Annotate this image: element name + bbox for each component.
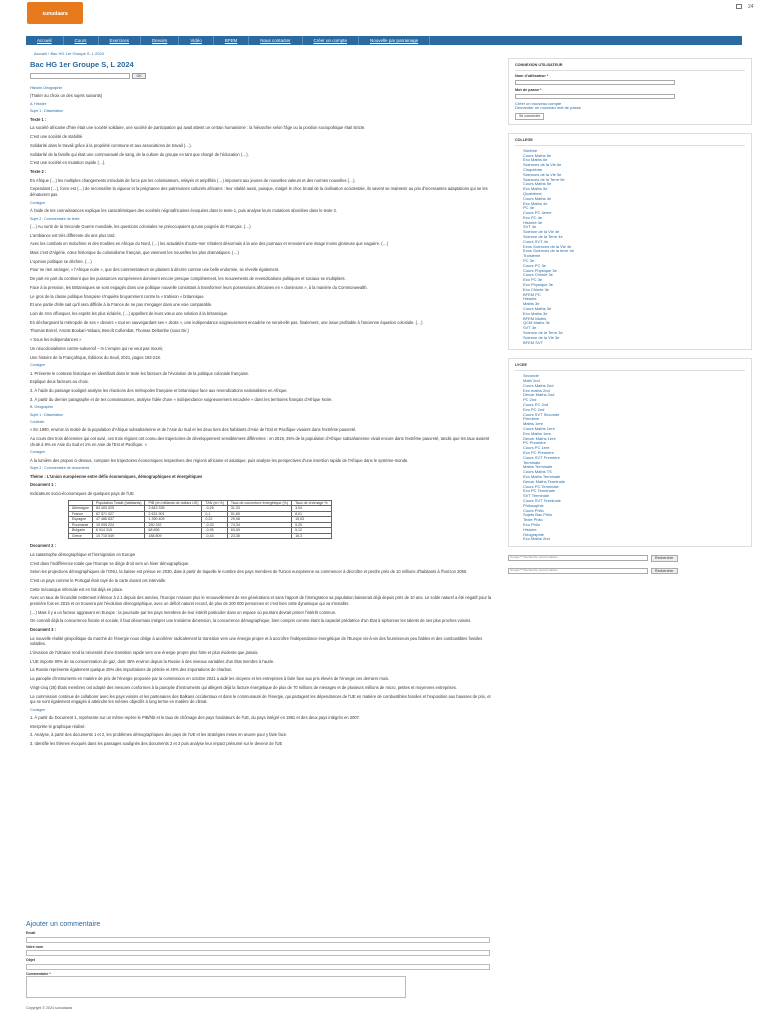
- subject-field[interactable]: [26, 964, 490, 970]
- paragraph: La commission continue de collaborer avec les pays voisins et les partenaires des Balkans occidentaux et dans le communauté de l'énergie, qui partagent les dépendances de l'UE en matière de combustibles fossiles et l'exposition aux hausses de prix, et qui se sont également engagés à atteindre les mêmes objectifs à long terme en matière de climat.: [30, 693, 491, 705]
- paragraph: L'ambiance est très différente dix ans plus tard.: [30, 232, 116, 238]
- menu-item[interactable]: Cours PC 2nd: [523, 402, 549, 407]
- table-cell: France: [69, 511, 93, 516]
- table-cell: PIB (en milliards de dollars US): [145, 500, 202, 505]
- menu-item[interactable]: Exo PC 3e: [523, 277, 543, 283]
- paragraph: L'UE importe 90% de sa consommation de gaz, dont 45% environ depuis la Russie à des niveaux variables d'un État membre à l'autre.: [30, 658, 275, 664]
- menu-item[interactable]: Cours PC 4eme: [523, 210, 552, 216]
- menu-item[interactable]: Maths Terminale: [523, 464, 553, 470]
- nav-item[interactable]: BFEM: [214, 36, 250, 45]
- password-label: Mot de passe *: [515, 87, 542, 92]
- menu-item[interactable]: PC 2nd: [523, 397, 537, 403]
- menu-item[interactable]: Exo PC Première: [523, 449, 554, 455]
- menu-item[interactable]: Cours Maths 3e: [523, 306, 552, 312]
- password-input[interactable]: [515, 94, 675, 99]
- comment-title: Ajouter un commentaire: [26, 921, 101, 928]
- comment-textarea[interactable]: [26, 976, 406, 998]
- paragraph: (…) Au sortir de la Seconde Guerre mondiale, les questions coloniales ne préoccupaient qu'une poignée de Français. (…): [30, 223, 251, 229]
- paragraph: Histoire-Géographie: [30, 86, 63, 90]
- table-cell: -0,43: [202, 533, 228, 538]
- menu-item[interactable]: Cours SVT Seconde: [523, 411, 560, 417]
- paragraph: Consigne: [30, 363, 46, 368]
- table-cell: 0,22: [202, 517, 228, 522]
- comment-form: [26, 920, 490, 998]
- name-label: Votre nom: [26, 944, 44, 949]
- menu-item[interactable]: Exo PC Terminale: [523, 488, 555, 494]
- paragraph: Un néocolonialisme contre-subversif – In L'empire qui ne veut pas mourir,: [30, 345, 164, 351]
- paragraph: Interprète le graphique réalisé.: [30, 723, 86, 729]
- menu-item[interactable]: PC Première: [523, 440, 546, 446]
- menu-item[interactable]: Géographie: [523, 531, 544, 537]
- menu-item[interactable]: Cours Maths 6e: [523, 152, 552, 158]
- paragraph: Sujet 2 : Commentaire de texte: [30, 216, 80, 221]
- header: [0, 0, 768, 36]
- lycee-list: [515, 374, 745, 542]
- menu-item[interactable]: QCM Maths 3e: [523, 320, 550, 326]
- paragraph: Vingt-cinq (25) États membres ont adopté des mesures conformes à la panoplie d'instruments qui allègent déjà la facture énergétique de plus de 70 millions de ménages et de plusieurs millions de micro, petites et moyennes entreprises.: [30, 684, 457, 690]
- paragraph: 2. Analyse, à partir des documents 1 et 2, les problèmes démographiques des pays de l'UE et les stratégies mises en œuvre pour y faire face.: [30, 732, 288, 738]
- menu-item[interactable]: Exo Maths 6e: [523, 157, 548, 163]
- menu-item[interactable]: Exos Sciences de la terre 4e: [523, 248, 574, 254]
- paragraph: (…) Mais il y a un facteur aggravant en Europe : la poursuite par les pays membres de leur intérêt particulier dans un espace où pourtant devrait primer l'intérêt commun.: [30, 609, 337, 615]
- reset-password-link[interactable]: Demander un nouveau mot de passe: [515, 105, 581, 111]
- logo-subtitle: le site de l'éducation: [41, 20, 69, 24]
- paragraph: C'est un pays comme le Portugal était rayé de la carte durant cet intervalle.: [30, 578, 167, 584]
- menu-item[interactable]: Science de la Terre 4e: [523, 234, 563, 240]
- header-count: 24: [748, 4, 754, 10]
- college-menu: [508, 133, 752, 350]
- table-cell: 188 809: [145, 533, 202, 538]
- menu-item[interactable]: Exo Maths 2nd: [523, 536, 550, 542]
- paragraph: Sujet 1 : Dissertation: [30, 109, 64, 114]
- menu-item[interactable]: Cours SVT Terminale: [523, 497, 561, 503]
- menu-item[interactable]: BFEM Maths: [523, 315, 547, 321]
- google-search-input[interactable]: Google™ Recherche personnalisée: [508, 555, 648, 561]
- menu-item[interactable]: Cours Maths 1ere: [523, 425, 555, 431]
- paragraph: Solidarité dans le travail grâce à la propriété commune et aux associations de travail (…).: [30, 142, 192, 148]
- name-field[interactable]: [26, 950, 490, 956]
- subject-label: Objet: [26, 958, 35, 963]
- paragraph: Contexte: [30, 420, 45, 425]
- paragraph: La Russie représente également quelque 25% des importations de pétrole et 45% des importations de charbon.: [30, 667, 233, 673]
- menu-item[interactable]: Exo maths 2nd: [523, 387, 550, 393]
- menu-item[interactable]: BFEM PC: [523, 291, 541, 297]
- menu-item[interactable]: Cours PC Terminale: [523, 483, 559, 489]
- paragraph: Indicateurs socio-économiques de quelques pays de l'UE: [30, 491, 134, 497]
- menu-item[interactable]: Exo PC 4e: [523, 214, 543, 220]
- menu-item[interactable]: Sixième: [523, 147, 538, 153]
- article-body: [30, 86, 494, 750]
- menu-item[interactable]: Histoire: [523, 526, 537, 532]
- menu-item[interactable]: Cours SVT Première: [523, 454, 560, 460]
- paragraph: Au cours des trois décennies qui ont suivi, ces trois régions ont connu des trajectoires de développement sensiblement différentes : en 2019, 35% de la population d'Afrique subsaharienne vivait encore dans l'extrême pauvreté, tandis que les taux avaient chuté à 9% en Asie du Sud et 1% en Asie de l'Est et Pacifique. »: [30, 436, 490, 447]
- paragraph: Sujet 2 : Commentaire de documents: [30, 466, 90, 471]
- menu-item[interactable]: Cours Maths 4e: [523, 195, 552, 201]
- paragraph: La société africaine d'hier était une société solidaire, une société de participation qui avait atteint un certain humanisme : la hiérarchie selon l'âge ou la position sociopolitique était stricte.: [30, 125, 366, 131]
- menu-item[interactable]: Exos Sciences de la Vie 4e: [523, 243, 572, 249]
- paragraph: Document 1 :: [30, 482, 56, 488]
- login-links: [515, 102, 745, 112]
- paragraph: La nouvelle réalité géopolitique du marché de l'énergie nous oblige à accélérer radicalement la transition vers une énergie propre et à accroître l'indépendance énergétique de l'Europe vis-à-vis des fournisseurs peu fiables et des combustibles fossiles volatiles.: [30, 635, 483, 647]
- table-cell: Taux de couverture énergétique (%): [227, 500, 291, 505]
- nav-item[interactable]: Devoirs: [141, 36, 179, 45]
- table-cell: 47 486 837: [92, 517, 144, 522]
- paragraph: L'invasion de l'Ukraine rend la nécessité d'une transition rapide vers une énergie propre plus forte et plus évidente que jamais.: [30, 649, 259, 655]
- page-title: Bac HG 1er Groupe S, L 2024: [30, 60, 134, 69]
- main-content: [26, 58, 496, 998]
- menu-item[interactable]: Cours Physique 3e: [523, 267, 557, 273]
- table-cell: 68 895: [145, 528, 202, 533]
- table-cell: 16,3: [292, 533, 332, 538]
- table-cell: -0,33: [202, 522, 228, 527]
- table-cell: Roumanie: [69, 522, 93, 527]
- table-cell: 67 571 027: [92, 511, 144, 516]
- menu-item[interactable]: Sciences de la Vie 5e: [523, 171, 562, 177]
- table-cell: 0,1: [202, 511, 228, 516]
- table-cell: Grèce: [69, 533, 93, 538]
- table-cell: TAN (en %): [202, 500, 228, 505]
- email-label: Email: [26, 931, 36, 936]
- google-search: [508, 555, 752, 562]
- table-cell: 29,08: [227, 517, 291, 522]
- table-cell: 1 390 409: [145, 517, 202, 522]
- indicators-table: [68, 500, 332, 539]
- table-cell: 23,35: [227, 533, 291, 538]
- table-cell: 6 914 315: [92, 528, 144, 533]
- menu-item[interactable]: SVT 3e: [523, 325, 537, 331]
- menu-item[interactable]: Devoir Maths 1ere: [523, 435, 556, 441]
- nav-item[interactable]: Accueil: [26, 36, 64, 45]
- nav-item[interactable]: Créer un compte: [303, 36, 360, 45]
- paragraph: On connaît déjà la concurrence fiscale et sociale, il faut désormais intégrer une troisième dimension, la concurrence démographique, bien compris comme étant la capacité prédatrice d'un État à siphonner les talents de ses plus proches voisins.: [30, 618, 472, 624]
- footer: Copyright © 2024 sunudaara: [26, 1006, 73, 1010]
- menu-item[interactable]: Exo Maths 1ere: [523, 430, 552, 436]
- menu-item[interactable]: Exo Chimie 3e: [523, 286, 550, 292]
- table-cell: Espagne: [69, 517, 93, 522]
- paragraph: 1. Présente le contexte historique en identifiant dans le texte les facteurs de l'évolution de la politique coloniale française.: [30, 370, 250, 376]
- paragraph: De part en part du continent que les puissances européennes dominent encore presque complètement, les mouvements de revendications politiques et sociaux se multiplient.: [30, 276, 346, 282]
- paragraph: Thomas Borrel, Amzat Boukari-Yabara, Benoît Collombat, Thomas Deltombe (sous Dir.): [30, 328, 189, 334]
- paragraph: L'opinion politique se déchire. (…): [30, 258, 92, 264]
- menu-item[interactable]: Exo Physique 3e: [523, 282, 554, 288]
- table-cell: 19 095 224: [92, 522, 144, 527]
- menu-item[interactable]: Sciences de la Terre 5e: [523, 176, 565, 182]
- table-row: [69, 533, 332, 538]
- paragraph: Document 3 :: [30, 627, 56, 633]
- breadcrumb[interactable]: Accueil ‹ Bac HG 1er Groupe S. L 2024: [34, 51, 104, 56]
- menu-item[interactable]: Cinquième: [523, 166, 543, 172]
- paragraph: Le gros de la classe politique française s'inquiète bruyamment contre la « trahison » britannique.: [30, 293, 205, 299]
- table-cell: 2 631 901: [145, 511, 202, 516]
- main-nav: [26, 36, 742, 45]
- paragraph: Face à la pression, les Britanniques se sont engagés dans une politique nouvelle consistant à transformer leurs possessions africaines en « dominions », à la manière du Commonwealth.: [30, 284, 368, 290]
- college-list: [515, 149, 745, 346]
- sidebar: [508, 58, 752, 580]
- table-cell: Taux de chômage %: [292, 500, 332, 505]
- table-cell: Bulgarie: [69, 528, 93, 533]
- paragraph: Thème : L'Union européenne entre défis économiques, démographiques et énergétiques: [30, 473, 203, 479]
- menu-item[interactable]: Texte Philo: [523, 517, 543, 523]
- table-cell: 3 843 335: [145, 506, 202, 511]
- menu-item[interactable]: Exo PC 2nd: [523, 406, 545, 412]
- menu-item[interactable]: Science de la Terre 3e: [523, 330, 563, 336]
- menu-item[interactable]: Histoire 4e: [523, 219, 543, 225]
- content-search-input[interactable]: [30, 73, 130, 79]
- menu-item[interactable]: Exo Maths 3e: [523, 310, 548, 316]
- table-cell: 15,53: [292, 517, 332, 522]
- paragraph: 2. À l'aide du passage souligné analyse les réactions des métropoles française et britannique face aux revendications nationalistes en Afrique.: [30, 387, 288, 393]
- username-input[interactable]: [515, 80, 675, 85]
- paragraph: (Traiter au choix un des sujets suivants): [30, 93, 103, 99]
- college-heading: COLLEGE: [515, 138, 745, 146]
- table-cell: 74,34: [227, 522, 291, 527]
- menu-item[interactable]: Cours Philo: [523, 507, 544, 513]
- paragraph: En déchargeant la métropole de ses « devoirs » tout en sauvegardant ses « droits », une indépendance soigneusement encadrée ne serait-elle pas, finalement, une issue profitable à l'ancienne équation coloniale. (…): [30, 319, 423, 325]
- paragraph: Consigne: [30, 707, 46, 712]
- table-cell: 5,20: [292, 522, 332, 527]
- menu-item[interactable]: Devoir Maths Terminale: [523, 478, 565, 484]
- paragraph: La panoplie d'instruments en matière de prix de l'énergie proposée par la commission en octobre 2021 a aidé les citoyens et les entreprises à faire face aux prix élevés de l'énergie ces derniers mois.: [30, 676, 390, 682]
- paragraph: Solidarité de la famille qui était une communauté de sang, de la culture du groupe en tant que chargé de l'éducation (…).: [30, 151, 249, 157]
- paragraph: Une histoire de la Françafrique, Éditions du Seuil, 2021, pages 193-218.: [30, 354, 161, 360]
- menu-item[interactable]: Première: [523, 416, 540, 422]
- paragraph: Loin de s'en offusquer, les esprits les plus éclairés, (…) appellent de leurs vœux une solution à la britannique.: [30, 311, 229, 316]
- menu-item[interactable]: Cours Maths TS: [523, 469, 552, 475]
- paragraph: Mais c'est d'Algérie, cœur historique du colonialisme français, que viennent les nouvelles les plus dramatiques. (…): [30, 250, 239, 256]
- menu-item[interactable]: Troisième: [523, 253, 541, 259]
- paragraph: C'est une société de stabilité.: [30, 134, 84, 140]
- google-search-input-2[interactable]: Google™ Recherche personnalisée: [508, 568, 648, 574]
- paragraph: En Afrique (…) les multiples changements introduits de force par les colonisateurs, relayés et amplifiés (…) imposent aux jeunes de nouvelles valeurs et des normes nouvelles (…).: [30, 177, 356, 183]
- table-cell: 83 400 525: [92, 506, 144, 511]
- content-search-button[interactable]: OK: [132, 73, 146, 79]
- google-search-2: [508, 568, 752, 575]
- nav-item[interactable]: Nous contacter: [249, 36, 302, 45]
- table-cell: Population Totale (habitants): [92, 500, 144, 505]
- table-cell: Allemagne: [69, 506, 93, 511]
- menu-item[interactable]: Terminale: [523, 459, 541, 465]
- table-cell: 10 715 549: [92, 533, 144, 538]
- paragraph: Cependant (…), force est (…) de reconnaître la vigueur et la prégnance des patrimoines culturels africains : leur vitalité aussi, puisque, malgré le choc brutal de la civilisation occidentale, ils savent se maintenir au prix d'incessantes adaptations qui ne les dénaturent pas.: [30, 186, 488, 197]
- table-cell: -0,95: [202, 528, 228, 533]
- email-field[interactable]: [26, 937, 490, 943]
- lycee-menu: [508, 358, 752, 547]
- nav-item[interactable]: Vidéo: [179, 36, 213, 45]
- content-search: [30, 73, 146, 79]
- nav-item[interactable]: Cours: [64, 36, 99, 45]
- table-cell: 8,01: [292, 511, 332, 516]
- menu-item[interactable]: SVT Terminale: [523, 493, 550, 499]
- paragraph: À la lumière des propos ci-dessus, compare les trajectoires économiques respectives des régions africaine et asiatique, puis analyse les perspectives d'une insertion rapide de l'Afrique dans le système-monde.: [30, 457, 409, 463]
- username-label: Nom d'utilisateur *: [515, 73, 549, 78]
- paragraph: « En 1990, environ la moitié de la population d'Afrique subsaharienne et de l'Asie du Sud et les deux tiers des habitants d'Asie de l'Est et Pacifique vivaient dans l'extrême pauvreté.: [30, 427, 357, 433]
- menu-item[interactable]: Sujets Bac Philo: [523, 512, 553, 518]
- menu-item[interactable]: Cours PC 1ere: [523, 445, 550, 451]
- menu-item[interactable]: Maths 3e: [523, 301, 540, 307]
- nav-item[interactable]: Exercices: [99, 36, 142, 45]
- menu-item[interactable]: Science de la Vie 4e: [523, 229, 560, 235]
- login-block: [508, 58, 752, 125]
- paragraph: À l'aide de tes connaissances explique les caractéristiques des sociétés négroafricaines évoquées dans le texte 1, puis analyse leurs mutations abordées dans le texte 2.: [30, 207, 338, 213]
- paragraph: Et une partie d'elle sait qu'il sera difficile à la France de ne pas s'engager dans une voie comparable.: [30, 302, 213, 308]
- paragraph: Avec les combats en Indochine et des troubles en Afrique du Nord, (…) les actualités d'outre-mer s'étalent désormais à la une des journaux et renvoient une image moins glorieuse que naguère. (…): [30, 241, 389, 247]
- menu-item[interactable]: BFEM SVT: [523, 339, 544, 345]
- menu-item[interactable]: Seconde: [523, 373, 539, 379]
- menu-item[interactable]: Cours Chimie 3e: [523, 272, 553, 278]
- logo-text: sunudaara: [42, 11, 68, 17]
- paragraph: C'est une société en mutation rapide (…).: [30, 160, 106, 166]
- table-cell: 250 332: [145, 522, 202, 527]
- nav-item[interactable]: Nouvelle par parrainage: [359, 36, 430, 45]
- table-cell: 3,04: [292, 506, 332, 511]
- paragraph: 1. À partir du Document 1, représente sur un même repère le PIB/hbt et le taux de chômage des pays fondateurs de l'UE, du pays intégré en 1981 et des deux pays intégrés en 2007.: [30, 715, 361, 721]
- paragraph: Sujet 1 : Dissertation: [30, 412, 64, 417]
- monitor-icon[interactable]: [736, 4, 742, 9]
- lycee-heading: LYCEE: [515, 363, 745, 371]
- paragraph: Consigne: [30, 450, 46, 455]
- menu-item[interactable]: Cours PC 3e: [523, 262, 546, 268]
- menu-item[interactable]: Quatrième: [523, 190, 542, 196]
- menu-item[interactable]: Exo Maths Terminale: [523, 473, 561, 479]
- menu-item[interactable]: Devoir Maths 2nd: [523, 392, 555, 398]
- menu-item[interactable]: Histoire: [523, 296, 537, 302]
- menu-item[interactable]: Cours Maths 5e: [523, 181, 552, 187]
- paragraph: Consigne: [30, 200, 46, 205]
- paragraph: Texte 2 :: [30, 168, 47, 174]
- menu-item[interactable]: Science de la Vie 3e: [523, 334, 560, 340]
- paragraph: 3. À partir du dernier paragraphe et de tes connaissances, analyse l'idée d'une « indépendance soigneusement encadrée » dans les territoires français d'Afrique Noire.: [30, 396, 333, 402]
- paragraph: Avec un taux de fécondité nettement inférieur à 2.1 depuis des années, l'Europe n'assure plus le renouvellement de ses générations et sans l'apport de l'immigration sa population baisserait déjà depuis près de 10 ans. Le solde naturel a été négatif pour la première fois en 2015 et on trouvera par l'évolution démographique, avec un déficit naturel record, de plus de 200 000 personnes et c'est bien cette dynamique qui va s'installer.: [30, 595, 492, 606]
- menu-item[interactable]: PC 4e: [523, 205, 535, 211]
- login-heading: CONNEXION UTILISATEUR: [515, 63, 745, 71]
- table-cell: -0,26: [202, 506, 228, 511]
- login-button[interactable]: Se connecter: [515, 113, 544, 120]
- menu-item[interactable]: Sciences de la Vie 6e: [523, 162, 562, 168]
- google-search-button-2[interactable]: Rechercher: [651, 568, 678, 575]
- table-cell: 31,33: [227, 506, 291, 511]
- paragraph: Selon les projections démographiques de l'ONU, la baisse est prévue en 2030, date à partir de laquelle le nombre des pays membres de l'Union européenne va commencer à décroître et perdre près de 10 millions d'habitants à l'horizon 2050.: [30, 569, 468, 575]
- menu-item[interactable]: Cours Maths 2nd: [523, 382, 554, 388]
- paragraph: C'est dans l'indifférence totale que l'Europe se dirige droit vers un hiver démographique.: [30, 560, 190, 566]
- paragraph: Cette mécanique infernale est en fait déjà en place.: [30, 586, 124, 592]
- menu-item[interactable]: Maths 1ere: [523, 421, 544, 427]
- paragraph: B. Géographie: [30, 405, 54, 410]
- comment-label: Commentaire *: [26, 971, 51, 976]
- create-account-link[interactable]: Créer un nouveau compte: [515, 100, 562, 106]
- paragraph: Explique deux facteurs au choix.: [30, 379, 89, 385]
- menu-item[interactable]: Exo Maths 4e: [523, 200, 548, 206]
- menu-item[interactable]: Exo Philo: [523, 521, 540, 527]
- menu-item[interactable]: Cours SVT 4e: [523, 238, 549, 244]
- paragraph: Pour ne rien arranger, « l'Afrique noire », que des commentateurs se plaisent à décrire comme une belle endormie, se réveille également.: [30, 267, 280, 273]
- menu-item[interactable]: Exo Maths 5e: [523, 186, 548, 192]
- menu-item[interactable]: SVT 4e: [523, 224, 537, 230]
- table-cell: 5,12: [292, 528, 332, 533]
- paragraph: « Sous les indépendances »: [30, 337, 82, 343]
- menu-item[interactable]: Math 2nd: [523, 378, 540, 384]
- paragraph: 3. Identifie les thèmes évoqués dans les passages soulignés des documents 2 et 3 puis analyse leur impact présumé sur le devenir de l'UE: [30, 741, 283, 747]
- menu-item[interactable]: Philosophie: [523, 502, 544, 508]
- paragraph: La catastrophe démographique et l'immigration en Europe: [30, 551, 136, 557]
- menu-item[interactable]: PC 3e: [523, 258, 535, 264]
- table-cell: 63,59: [227, 528, 291, 533]
- paragraph: Document 2 :: [30, 543, 56, 549]
- paragraph: A. Histoire: [30, 102, 47, 107]
- paragraph: Texte 1 :: [30, 116, 47, 122]
- google-search-button[interactable]: Rechercher: [651, 555, 678, 562]
- table-cell: 51,65: [227, 511, 291, 516]
